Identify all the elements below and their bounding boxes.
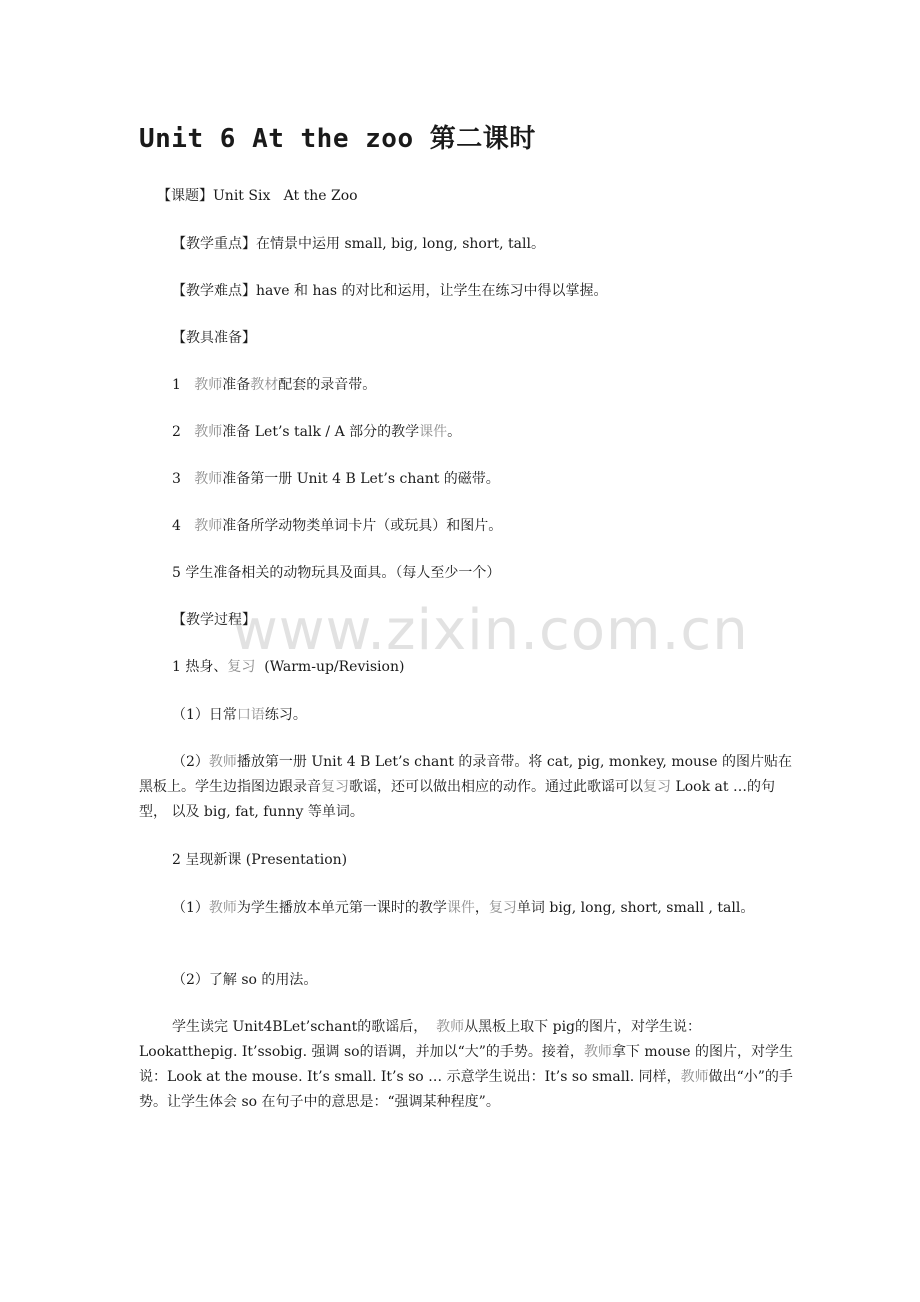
- textbook-link: 教材: [250, 377, 279, 393]
- review-link: 复习: [321, 779, 349, 795]
- para-text: Look at …的句型， 以及 big, fat, funny 等单词。: [139, 779, 775, 820]
- para-text: 做出“小”的手势。让学生体会 so 在句子中的意思是：“强调某种程度”。: [139, 1069, 793, 1110]
- step-1-text: 1 热身、: [172, 659, 228, 675]
- page-title: [139, 118, 536, 155]
- teacher-link: 教师: [194, 377, 223, 393]
- focus-text: 在情景中运用 small, big, long, short, tall。: [256, 236, 545, 252]
- item-text: 准备所学动物类单词卡片（或玩具）和图片。: [222, 518, 503, 534]
- teacher-link: 教师: [680, 1069, 709, 1085]
- topic-value: Unit Six At the Zoo: [213, 188, 358, 204]
- para-text: 单词 big, long, short, small , tall。: [516, 900, 755, 916]
- step-1-1: [172, 705, 307, 725]
- para-text: 播放第一册 Unit 4 B Let’s chant 的录音带。将 cat, pig, monkey, mouse 的图片贴在黑板上。学生边指图边跟录音: [139, 754, 792, 795]
- review-link: 复习: [643, 779, 671, 795]
- watermark: www.zixin.com.cn: [232, 598, 749, 663]
- step-1-1-text: （1）日常: [172, 707, 237, 723]
- oral-link: 口语: [236, 707, 265, 723]
- item-number: 3: [172, 471, 181, 487]
- para-text: ，: [474, 900, 489, 916]
- difficulty-label: 【教学难点】: [172, 283, 256, 299]
- topic-line: [157, 186, 358, 206]
- title-chinese: 第二课时: [429, 124, 536, 154]
- process-heading: 【教学过程】: [172, 612, 256, 628]
- para-text: 从黑板上取下 pig的图片，对学生说：Lookatthepig. It’ssobig. 强调 so的语调，并加以“大”的手势。接着，: [139, 1019, 702, 1060]
- step-2: 2 呈现新课 (Presentation): [172, 852, 348, 868]
- materials-item-1: [172, 375, 376, 395]
- para-text: （1）: [172, 900, 209, 916]
- item-text-end: 。: [447, 424, 462, 440]
- materials-item-3: [172, 469, 500, 489]
- focus-line: [172, 234, 545, 254]
- courseware-link: 课件: [419, 424, 448, 440]
- materials-item-5: 5 学生准备相关的动物玩具及面具。（每人至少一个）: [172, 565, 501, 581]
- materials-item-2: [172, 422, 461, 442]
- teacher-link: 教师: [194, 424, 223, 440]
- courseware-link: 课件: [446, 900, 475, 916]
- teacher-link: 教师: [194, 471, 223, 487]
- teacher-link: 教师: [194, 518, 223, 534]
- para-text: 学生读完 Unit4BLet’schant的歌谣后，: [172, 1019, 437, 1035]
- para-text: （2）: [172, 754, 209, 770]
- materials-item-4: [172, 516, 502, 536]
- teacher-link: 教师: [208, 900, 237, 916]
- item-text: 准备: [222, 377, 251, 393]
- item-text: 准备第一册 Unit 4 B Let’s chant 的磁带。: [222, 471, 500, 487]
- focus-label: 【教学重点】: [172, 236, 256, 252]
- materials-heading: 【教具准备】: [172, 330, 256, 346]
- title-english: Unit 6 At the zoo: [139, 124, 414, 154]
- teacher-link: 教师: [436, 1019, 465, 1035]
- para-text: 歌谣，还可以做出相应的动作。通过此歌谣可以: [349, 779, 643, 795]
- review-link: 复习: [227, 659, 256, 675]
- teacher-link: 教师: [208, 754, 237, 770]
- step-2-1-paragraph: [139, 896, 799, 921]
- teacher-link: 教师: [583, 1044, 612, 1060]
- para-text: 拿下 mouse 的图片，对学生说：Look at the mouse. It’s small. It’s so … 示意学生说出：It’s so small. 同样，: [139, 1044, 794, 1085]
- item-text: 准备 Let’s talk / A 部分的教学: [222, 424, 420, 440]
- item-number: 4: [172, 518, 181, 534]
- review-link: 复习: [488, 900, 517, 916]
- step-1-english: (Warm-up/Revision): [255, 659, 405, 675]
- step-2-3-paragraph: [139, 1015, 799, 1115]
- difficulty-line: [172, 281, 607, 301]
- difficulty-text: have 和 has 的对比和运用，让学生在练习中得以掌握。: [256, 283, 608, 299]
- step-1-2-paragraph: [139, 750, 799, 825]
- item-number: 2: [172, 424, 181, 440]
- step-1-1-end: 练习。: [264, 707, 307, 723]
- para-text: 为学生播放本单元第一课时的教学: [236, 900, 447, 916]
- step-2-2: （2）了解 so 的用法。: [172, 972, 318, 988]
- item-text-end: 配套的录音带。: [278, 377, 377, 393]
- topic-label: 【课题】: [157, 188, 213, 204]
- item-number: 1: [172, 377, 181, 393]
